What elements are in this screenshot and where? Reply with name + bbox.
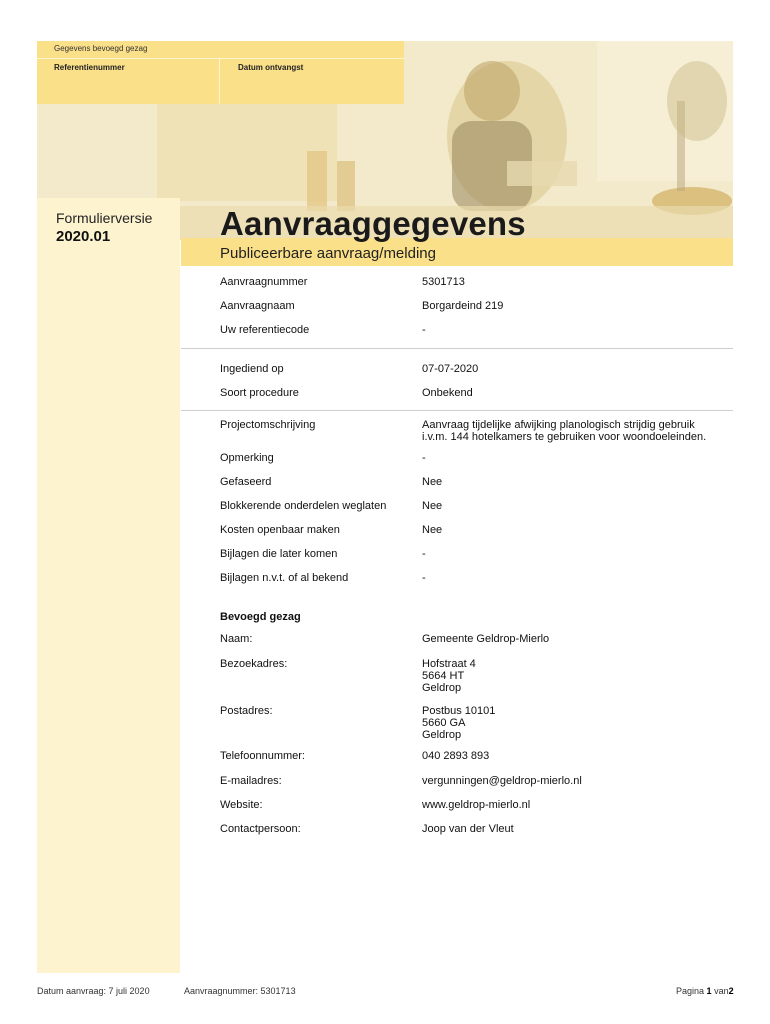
field-value: Onbekend [422,387,473,399]
postal-address-box: Postbus 10101 [422,705,496,717]
website-label: Website: [220,799,263,811]
field-value: Nee [422,524,443,536]
page-title: Aanvraaggegevens [220,205,526,242]
field-value: - [422,572,426,584]
field-label: Aanvraagnummer [220,276,308,288]
field-label: Blokkerende onderdelen weglaten [220,500,387,512]
form-version: 2020.01 [56,228,111,245]
postal-address-postcode: 5660 GA [422,717,466,729]
page-total: 2 [728,986,734,996]
section-divider [181,410,733,411]
section-divider [181,348,733,349]
field-label: Kosten openbaar maken [220,524,340,536]
visit-address-street: Hofstraat 4 [422,658,476,670]
box-divider [37,58,404,59]
field-value: - [422,548,426,560]
form-version-label: Formulierversie [56,210,153,226]
page-current: 1 [706,986,712,996]
visit-address-postcode: 5664 HT [422,670,465,682]
footer-page-indicator [676,986,734,996]
field-value: 07-07-2020 [422,363,479,375]
authority-data-box [37,41,404,104]
footer-application-number: Aanvraagnummer: 5301713 [184,986,296,996]
authority-heading: Bevoegd gezag [220,611,301,623]
footer-date: Datum aanvraag: 7 juli 2020 [37,986,150,996]
field-label: Uw referentiecode [220,324,310,336]
field-value: Nee [422,500,443,512]
page-prefix: Pagina [676,986,705,996]
date-received-label: Datum ontvangst [238,63,304,72]
field-value: Nee [422,476,443,488]
contact-person: Joop van der Vleut [422,823,514,835]
visit-address-city: Geldrop [422,682,462,694]
field-value: - [422,324,426,336]
email-label: E-mailadres: [220,775,282,787]
phone-label: Telefoonnummer: [220,750,305,762]
field-label: Bijlagen die later komen [220,548,338,560]
field-value: Borgardeind 219 [422,300,504,312]
field-label: Gefaseerd [220,476,272,488]
authority-name-label: Naam: [220,633,253,645]
field-value: - [422,452,426,464]
page-mid: van [714,986,729,996]
field-label: Bijlagen n.v.t. of al bekend [220,572,349,584]
field-label: Aanvraagnaam [220,300,295,312]
authority-data-caption: Gegevens bevoegd gezag [54,44,148,53]
field-value-continued: i.v.m. 144 hotelkamers te gebruiken voor woondoeleinden. [422,431,707,443]
authority-name: Gemeente Geldrop-Mierlo [422,633,550,645]
reference-number-label: Referentienummer [54,63,125,72]
contact-label: Contactpersoon: [220,823,301,835]
email-address: vergunningen@geldrop-mierlo.nl [422,775,582,787]
left-column [37,198,180,973]
box-column-divider [219,58,220,104]
website-url: www.geldrop-mierlo.nl [422,799,531,811]
page-subtitle: Publiceerbare aanvraag/melding [220,245,436,262]
field-label: Projectomschrijving [220,419,316,431]
phone-number: 040 2893 893 [422,750,490,762]
field-value: Aanvraag tijdelijke afwijking planologisch strijdig gebruik [422,419,695,431]
field-label: Soort procedure [220,387,299,399]
postal-address-label: Postadres: [220,705,273,717]
field-value: 5301713 [422,276,465,288]
field-label: Ingediend op [220,363,284,375]
postal-address-city: Geldrop [422,729,462,741]
field-label: Opmerking [220,452,274,464]
visit-address-label: Bezoekadres: [220,658,288,670]
